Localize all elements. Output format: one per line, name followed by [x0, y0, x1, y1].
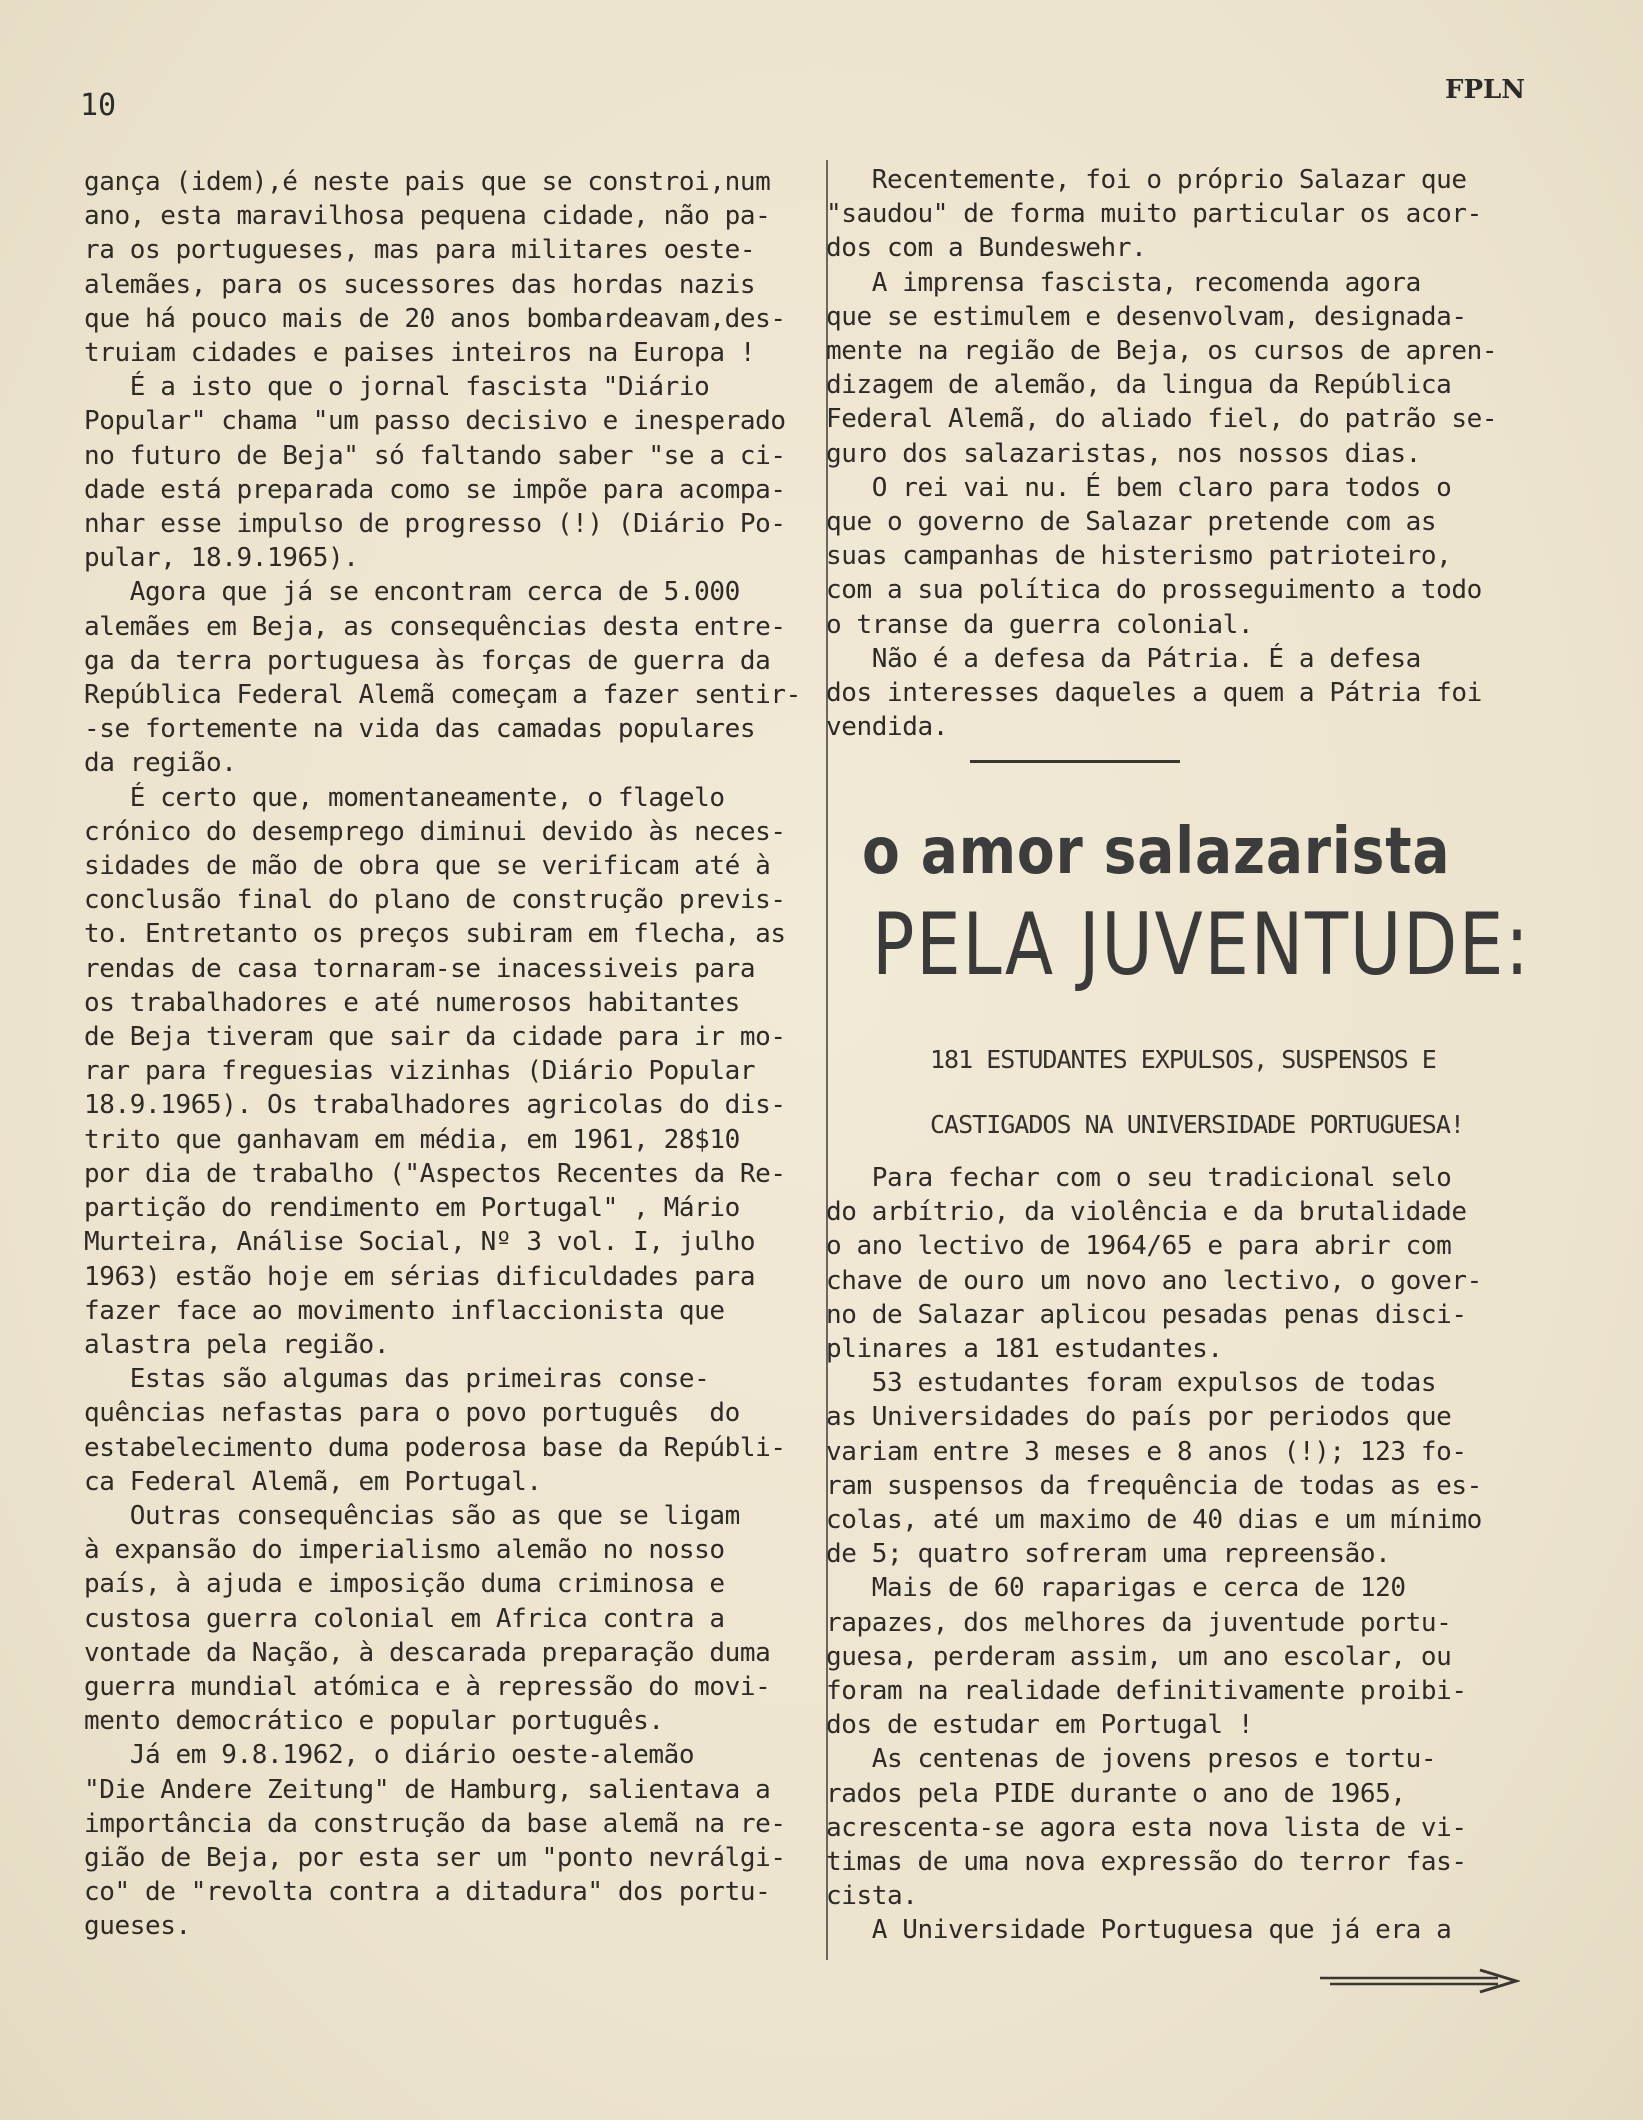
arrow-right-icon	[1320, 1966, 1520, 1996]
right-column-text-bottom: Para fechar com o seu tradicional selo do arbítrio, da violência e da brutalidade o ano lectivo de 1964/65 e para abrir com chave de ouro um novo ano lectivo, o gover- no de Salazar aplicou pesadas penas disci- plinares a 181 estudantes. 53 estudantes foram expulsos de todas as Universidades do país por periodos que variam entre 3 meses e 8 anos (!); 123 fo- ram suspensos da frequência de todas as es- colas, até um maximo de 40 dias e um mínimo de 5; quatro sofreram uma repreensão. Mais de 60 raparigas e cerca de 120 rapazes, dos melhores da juventude portu- guesa, perderam assim, um ano escolar, ou foram na realidade definitivamente proibi- dos de estudar em Portugal ! As centenas de jovens presos e tortu- rados pela PIDE durante o ano de 1965, acrescenta-se agora esta nova lista de vi- timas de uma nova expressão do terror fas- cista. A Universidade Portuguesa que já era a	[826, 1163, 1482, 1946]
left-column-text: gança (idem),é neste pais que se constroi,num ano, esta maravilhosa pequena cidade, não pa- ra os portugueses, mas para militares oeste- alemães, para os sucessores das hordas nazis que há pouco mais de 20 anos bombardeavam,des- truiam cidades e paises inteiros na Europa ! É a isto que o jornal fascista "Diário Popular" chama "um passo decisivo e inesperado no futuro de Beja" só faltando saber "se a ci- dade está preparada como se impõe para acompa- nhar esse impulso de progresso (!) (Diário Po- pular, 18.9.1965). Agora que já se encontram cerca de 5.000 alemães em Beja, as consequências desta entre- ga da terra portuguesa às forças de guerra da República Federal Alemã começam a fazer sentir- -se fortemente na vida das camadas populares da região. É certo que, momentaneamente, o flagelo crónico do desemprego diminui devido às neces- sidades de mão de obra que se verificam até à conclusão final do plano de construção previs- to. Entretanto os preços subiram em flecha, as rendas de casa tornaram-se inacessiveis para os trabalhadores e até numerosos habitantes de Beja tiveram que sair da cidade para ir mo- rar para freguesias vizinhas (Diário Popular 18.9.1965). Os trabalhadores agricolas do dis- trito que ganhavam em média, em 1961, 28$10 por dia de trabalho ("Aspectos Recentes da Re- partição do rendimento em Portugal" , Mário Murteira, Análise Social, Nº 3 vol. I, julho 1963) estão hoje em sérias dificuldades para fazer face ao movimento inflaccionista que alastra pela região. Estas são algumas das primeiras conse- quências nefastas para o povo português do estabelecimento duma poderosa base da Repúbli- ca Federal Alemã, em Portugal. Outras consequências são as que se ligam à expansão do imperialismo alemão no nosso país, à ajuda e imposição duma criminosa e custosa guerra colonial em Africa contra a vontade da Nação, à descarada preparação duma guerra mundial atómica e à repressão do movi- mento democrático e popular português. Já em 9.8.1962, o diário oeste-alemão "Die Andere Zeitung" de Hamburg, salientava a importância da construção da base alemã na re- gião de Beja, por esta ser um "ponto nevrálgi- co" de "revolta contra a ditadura" dos portu- gueses.	[84, 167, 801, 1942]
subheading-line-1: 181 ESTUDANTES EXPULSOS, SUSPENSOS E	[930, 1045, 1436, 1074]
right-column-text-top: Recentemente, foi o próprio Salazar que "saudou" de forma muito particular os acor- dos com a Bundeswehr. A imprensa fascista, recomenda agora que se estimulem e desenvolvam, designada- mente na região de Beja, os cursos de apren- dizagem de alemão, da lingua da República Federal Alemã, do aliado fiel, do patrão se- guro dos salazaristas, nos nossos dias. O rei vai nu. É bem claro para todos o que o governo de Salazar pretende com as suas campanhas de histerismo patrioteiro, com a sua política do prosseguimento a todo o transe da guerra colonial. Não é a defesa da Pátria. É a defesa dos interesses daqueles a quem a Pátria foi vendida.	[826, 165, 1498, 743]
publication-label: FPLN	[1445, 75, 1526, 105]
headline-line-1: o amor salazarista	[862, 815, 1451, 889]
headline-line-2: PELA JUVENTUDE:	[872, 895, 1531, 995]
section-separator	[970, 760, 1180, 763]
subheading-line-2: CASTIGADOS NA UNIVERSIDADE PORTUGUESA!	[930, 1110, 1464, 1139]
page-number: 10	[80, 88, 117, 123]
